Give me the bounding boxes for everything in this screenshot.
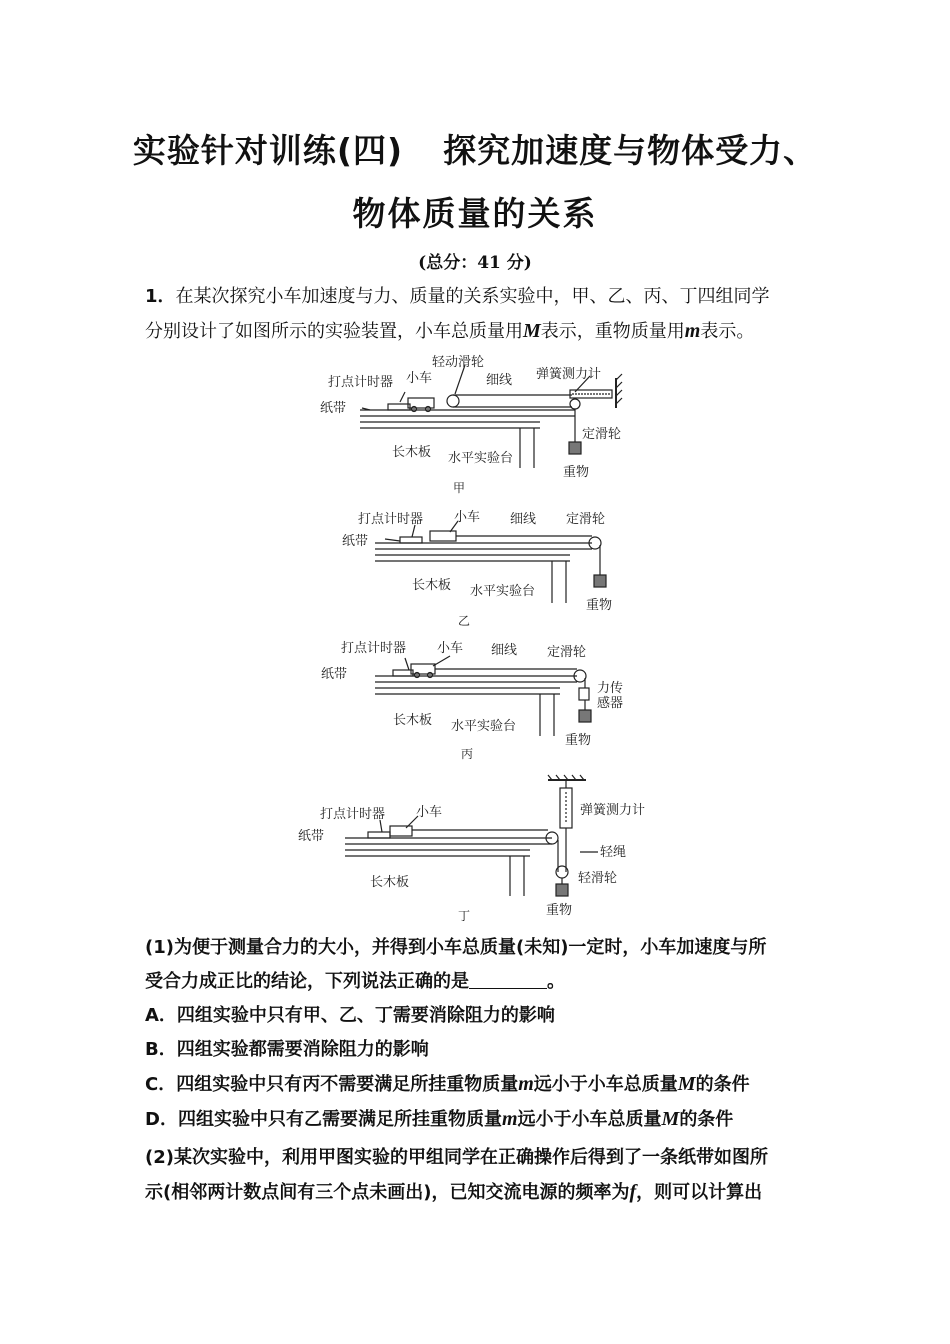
svg-text:小车: 小车: [406, 371, 433, 386]
svg-text:弹簧测力计: 弹簧测力计: [536, 367, 602, 382]
option-d: D．四组实验中只有乙需要满足所挂重物质量m远小于小车总质量M的条件: [145, 1108, 734, 1130]
svg-text:细线: 细线: [491, 643, 518, 658]
figure-jia-labels: [320, 354, 621, 495]
option-a: A．四组实验中只有甲、乙、丁需要消除阻力的影响: [145, 1005, 555, 1026]
title-part-a: 实验针对训练(四): [132, 131, 404, 170]
figure-yi: [330, 503, 650, 631]
figure-jia: [310, 350, 650, 495]
svg-text:感器: 感器: [597, 696, 624, 711]
svg-text:丁: 丁: [458, 909, 471, 922]
figure-bing-labels: [321, 640, 623, 761]
svg-text:长木板: 长木板: [393, 713, 433, 728]
svg-text:重物: 重物: [586, 598, 613, 613]
svg-text:细线: 细线: [486, 373, 513, 388]
svg-text:定滑轮: 定滑轮: [547, 645, 587, 660]
svg-text:水平实验台: 水平实验台: [470, 584, 536, 599]
svg-text:长木板: 长木板: [412, 578, 452, 593]
svg-text:长木板: 长木板: [392, 445, 432, 460]
page-title: [0, 125, 950, 172]
svg-text:水平实验台: 水平实验台: [448, 451, 514, 466]
question-1-part-2: (2)某次实验中，利用甲图实验的甲组同学在正确操作后得到了一条纸带如图所 示(相邻两计数点间有三个点未画出)，已知交流电源的频率为f，则可以计算出: [145, 1147, 768, 1203]
svg-text:细线: 细线: [510, 512, 537, 527]
svg-text:长木板: 长木板: [370, 875, 410, 890]
svg-text:乙: 乙: [458, 614, 471, 628]
svg-text:小车: 小车: [416, 805, 443, 820]
svg-text:小车: 小车: [454, 510, 481, 525]
svg-text:小车: 小车: [437, 641, 464, 656]
svg-text:水平实验台: 水平实验台: [451, 719, 517, 734]
title-part-b: 探究加速度与物体受力、: [443, 131, 818, 170]
svg-text:打点计时器: 打点计时器: [320, 807, 386, 822]
svg-text:丙: 丙: [461, 747, 474, 761]
svg-text:力传: 力传: [597, 681, 624, 696]
answer-blank[interactable]: [469, 970, 547, 989]
figure-yi-labels: [342, 510, 612, 628]
svg-text:纸带: 纸带: [298, 829, 325, 844]
svg-text:轻滑轮: 轻滑轮: [578, 871, 618, 886]
question-1-part-1: (1)为便于测量合力的大小，并得到小车总质量(未知)一定时，小车加速度与所 受合力成正比的结论，下列说法正确的是 。 A．四组实验中只有甲、乙、丁需要消除阻力的影响 B．四组实验都需要消除阻力的影响 C．四组实验中只有丙不需要满足所挂重物质量m远小于小车总质量M的条件 D．四组实验中只有乙需要满足所挂重物质量m远小于小车总质量M的条件: [145, 931, 815, 1137]
option-b: B．四组实验都需要消除阻力的影响: [145, 1039, 429, 1060]
svg-text:重物: 重物: [563, 465, 590, 480]
svg-text:轻绳: 轻绳: [600, 845, 627, 860]
svg-text:打点计时器: 打点计时器: [328, 375, 394, 390]
svg-text:重物: 重物: [565, 733, 592, 748]
svg-text:定滑轮: 定滑轮: [566, 512, 606, 527]
svg-text:纸带: 纸带: [342, 534, 369, 549]
svg-text:弹簧测力计: 弹簧测力计: [580, 803, 646, 818]
svg-text:打点计时器: 打点计时器: [358, 512, 424, 527]
svg-text:定滑轮: 定滑轮: [582, 427, 622, 442]
figure-ding-labels: [298, 802, 645, 922]
svg-text:甲: 甲: [453, 481, 466, 495]
svg-text:纸带: 纸带: [321, 667, 348, 682]
svg-text:轻动滑轮: 轻动滑轮: [432, 355, 485, 370]
option-c: C．四组实验中只有丙不需要满足所挂重物质量m远小于小车总质量M的条件: [145, 1073, 750, 1095]
figure-ding: [290, 772, 670, 922]
question-1-stem: 1．在某次探究小车加速度与力、质量的关系实验中，甲、乙、丙、丁四组同学 分别设计了如图所示的实验装置，小车总质量用M表示，重物质量用m表示。: [145, 286, 770, 342]
total-score: (总分：41 分): [418, 253, 532, 273]
svg-text:打点计时器: 打点计时器: [341, 641, 407, 656]
figure-bing: [315, 636, 655, 764]
question-number: 1．: [145, 286, 176, 307]
page-subtitle: 物体质量的关系: [352, 194, 598, 233]
svg-text:纸带: 纸带: [320, 401, 347, 416]
svg-text:重物: 重物: [546, 903, 573, 918]
